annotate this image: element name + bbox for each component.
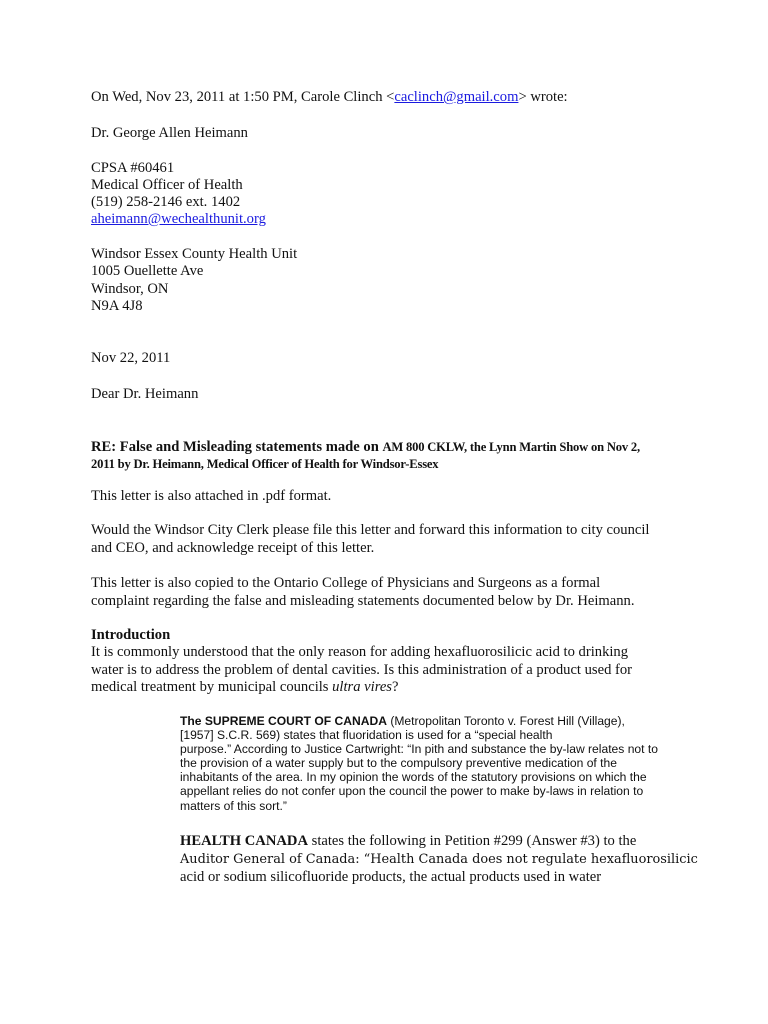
- salutation: Dear Dr. Heimann: [91, 386, 199, 402]
- address-street: 1005 Ouellette Ave: [91, 263, 204, 279]
- recipient-title: Medical Officer of Health: [91, 177, 243, 193]
- introduction-line-3-suffix: ?: [391, 679, 399, 695]
- email-header-prefix: On Wed, Nov 23, 2011 at 1:50 PM, Carole Clinch <: [91, 89, 395, 105]
- para-copied-line-2: complaint regarding the false and misleading statements documented below by Dr. Heimann.: [91, 593, 635, 609]
- email-header-suffix: > wrote:: [518, 89, 568, 105]
- address-city: Windsor, ON: [91, 281, 169, 297]
- health-canada-line-1-rest: states the following in Petition #299 (Answer #3) to the: [308, 833, 637, 849]
- ultra-vires-italic: ultra vires: [332, 679, 392, 695]
- quote-line-3: purpose.” According to Justice Cartwright: “In pith and substance the by-law relates not to: [180, 742, 658, 756]
- re-subject-part-2: AM 800 CKLW, the Lynn Martin Show on Nov 2,: [382, 440, 640, 454]
- re-subject-line-1: [91, 439, 640, 457]
- health-canada-bold: HEALTH CANADA: [180, 833, 308, 849]
- quote-line-4: the provision of a water supply but to the compulsory preventive medication of the: [180, 756, 617, 770]
- recipient-email-link[interactable]: aheimann@wechealthunit.org: [91, 211, 266, 227]
- recipient-name: Dr. George Allen Heimann: [91, 125, 248, 141]
- para-clerk-line-2: and CEO, and acknowledge receipt of this letter.: [91, 540, 375, 556]
- re-subject-line-2: 2011 by Dr. Heimann, Medical Officer of Health for Windsor-Essex: [91, 457, 439, 471]
- introduction-line-3: [91, 679, 398, 697]
- quote-line-1-rest: (Metropolitan Toronto v. Forest Hill (Village),: [386, 714, 625, 728]
- recipient-email-line: [91, 211, 266, 229]
- re-subject-part-1: RE: False and Misleading statements made on: [91, 439, 383, 455]
- introduction-line-1: It is commonly understood that the only reason for adding hexafluorosilicic acid to drinking: [91, 644, 629, 660]
- health-canada-line-3: acid or sodium silicofluoride products, the actual products used in water: [180, 869, 602, 885]
- quote-line-2: [1957] S.C.R. 569) states that fluoridation is used for a “special health: [180, 728, 553, 742]
- health-canada-line-2-text: Auditor General of Canada: “Health Canada does not regulate hexafluorosilicic: [180, 852, 698, 867]
- introduction-line-3-prefix: medical treatment by municipal councils: [91, 679, 333, 695]
- quote-line-5: inhabitants of the area. In my opinion the words of the statutory provisions on which the: [180, 770, 647, 784]
- para-pdf: This letter is also attached in .pdf format.: [91, 488, 332, 504]
- letter-date: Nov 22, 2011: [91, 350, 171, 366]
- address-org: Windsor Essex County Health Unit: [91, 246, 298, 262]
- quote-line-1: [180, 714, 625, 729]
- sender-email-link[interactable]: caclinch@gmail.com: [394, 89, 519, 105]
- recipient-cpsa: CPSA #60461: [91, 160, 175, 176]
- email-header-line: [91, 89, 568, 107]
- address-postal: N9A 4J8: [91, 298, 143, 314]
- quote-line-7: matters of this sort.”: [180, 799, 287, 813]
- quote-line-6: appellant relies do not confer upon the council the power to make by-laws in relation to: [180, 784, 644, 798]
- health-canada-line-1: [180, 832, 636, 851]
- recipient-phone: (519) 258-2146 ext. 1402: [91, 194, 241, 210]
- health-canada-line-2: [180, 850, 698, 870]
- supreme-court-bold: The SUPREME COURT OF CANADA: [180, 714, 387, 728]
- introduction-heading: Introduction: [91, 627, 171, 643]
- para-clerk-line-1: Would the Windsor City Clerk please file this letter and forward this information to city council: [91, 522, 650, 538]
- introduction-line-2: water is to address the problem of dental cavities. Is this administration of a product used for: [91, 662, 633, 678]
- para-copied-line-1: This letter is also copied to the Ontario College of Physicians and Surgeons as a formal: [91, 575, 601, 591]
